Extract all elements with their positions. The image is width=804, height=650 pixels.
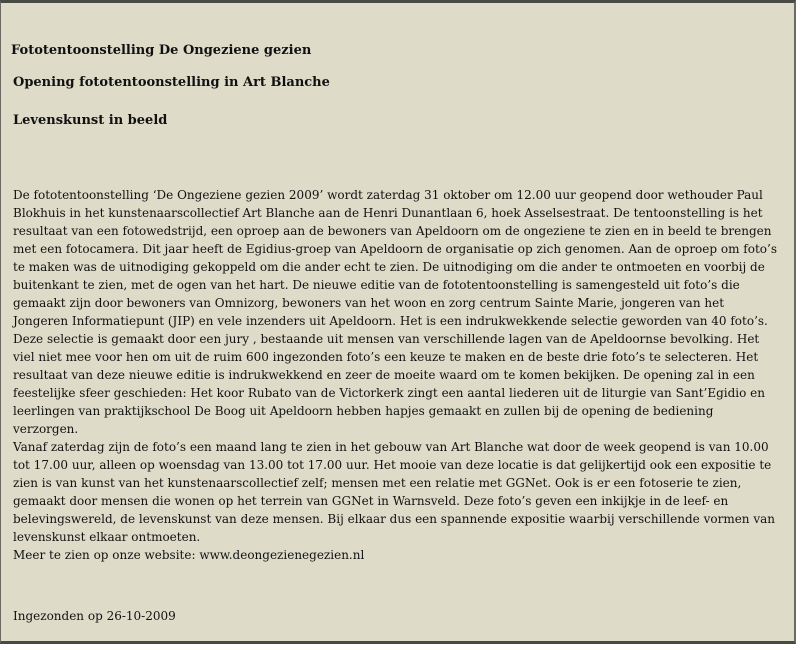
website-link[interactable]: www.deongezienegezien.nl [199, 548, 365, 562]
website-line [13, 546, 779, 564]
article-title: Fototentoonstelling De Ongeziene gezien [11, 43, 312, 58]
website-prefix: Meer te zien op onze website: [13, 548, 200, 562]
section-heading: Levenskunst in beeld [13, 113, 168, 128]
article-body [13, 186, 779, 564]
article-subtitle: Opening fototentoonstelling in Art Blanche [13, 75, 330, 90]
body-paragraph-1: De fototentoonstelling ‘De Ongeziene gezien 2009’ wordt zaterdag 31 oktober om 12.00 uur geopend door wethouder Paul Blokhuis in het kunstenaarscollectief Art Blanche aan de Henri Dunantlaan 6, hoek Asselsestraat. De tentoonstelling is het resultaat van een fotowedstrijd, een oproep aan de bewoners van Apeldoorn om de ongeziene te zien en in beeld te brengen met een fotocamera. Dit jaar heeft de Egidius-groep van Apeldoorn de organisatie op zich genomen. Aan de oproep om foto’s te maken was de uitnodiging gekoppeld om die ander echt te zien. De uitnodiging om die ander te ontmoeten en voorbij de buitenkant te zien, met de ogen van het hart. De nieuwe editie van de fototentoonstelling is samengesteld uit foto’s die gemaakt zijn door bewoners van Omnizorg, bewoners van het woon en zorg centrum Sainte Marie, jongeren van het Jongeren Informatiepunt (JIP) en vele inzenders uit Apeldoorn. Het is een indrukwekkende selectie geworden van 40 foto’s. Deze selectie is gemaakt door een jury , bestaande uit mensen van verschillende lagen van de Apeldoornse bevolking. Het viel niet mee voor hen om uit de ruim 600 ingezonden foto’s een keuze te maken en de beste drie foto’s te selecteren. Het resultaat van deze nieuwe editie is indrukwekkend en zeer de moeite waard om te komen bekijken. De opening zal in een feestelijke sfeer geschieden: Het koor Rubato van de Victorkerk zingt een aantal liederen uit de liturgie van Sant’Egidio en leerlingen van praktijkschool De Boog uit Apeldoorn hebben hapjes gemaakt en zullen bij de opening de bediening verzorgen. [13, 188, 777, 436]
body-paragraph-2: Vanaf zaterdag zijn de foto’s een maand lang te zien in het gebouw van Art Blanche wat door de week geopend is van 10.00 tot 17.00 uur, alleen op woensdag van 13.00 tot 17.00 uur. Het mooie van deze locatie is dat gelijkertijd ook een expositie te zien is van kunst van het kunstenaarscollectief zelf; mensen met een relatie met GGNet. Ook is er een fotoserie te zien, gemaakt door mensen die wonen op het terrein van GGNet in Warnsveld. Deze foto’s geven een inkijkje in de leef- en belevingswereld, de levenskunst van deze mensen. Bij elkaar dus een spannende expositie waarbij verschillende vormen van levenskunst elkaar ontmoeten. [13, 440, 775, 544]
submitted-date: Ingezonden op 26-10-2009 [13, 609, 176, 623]
